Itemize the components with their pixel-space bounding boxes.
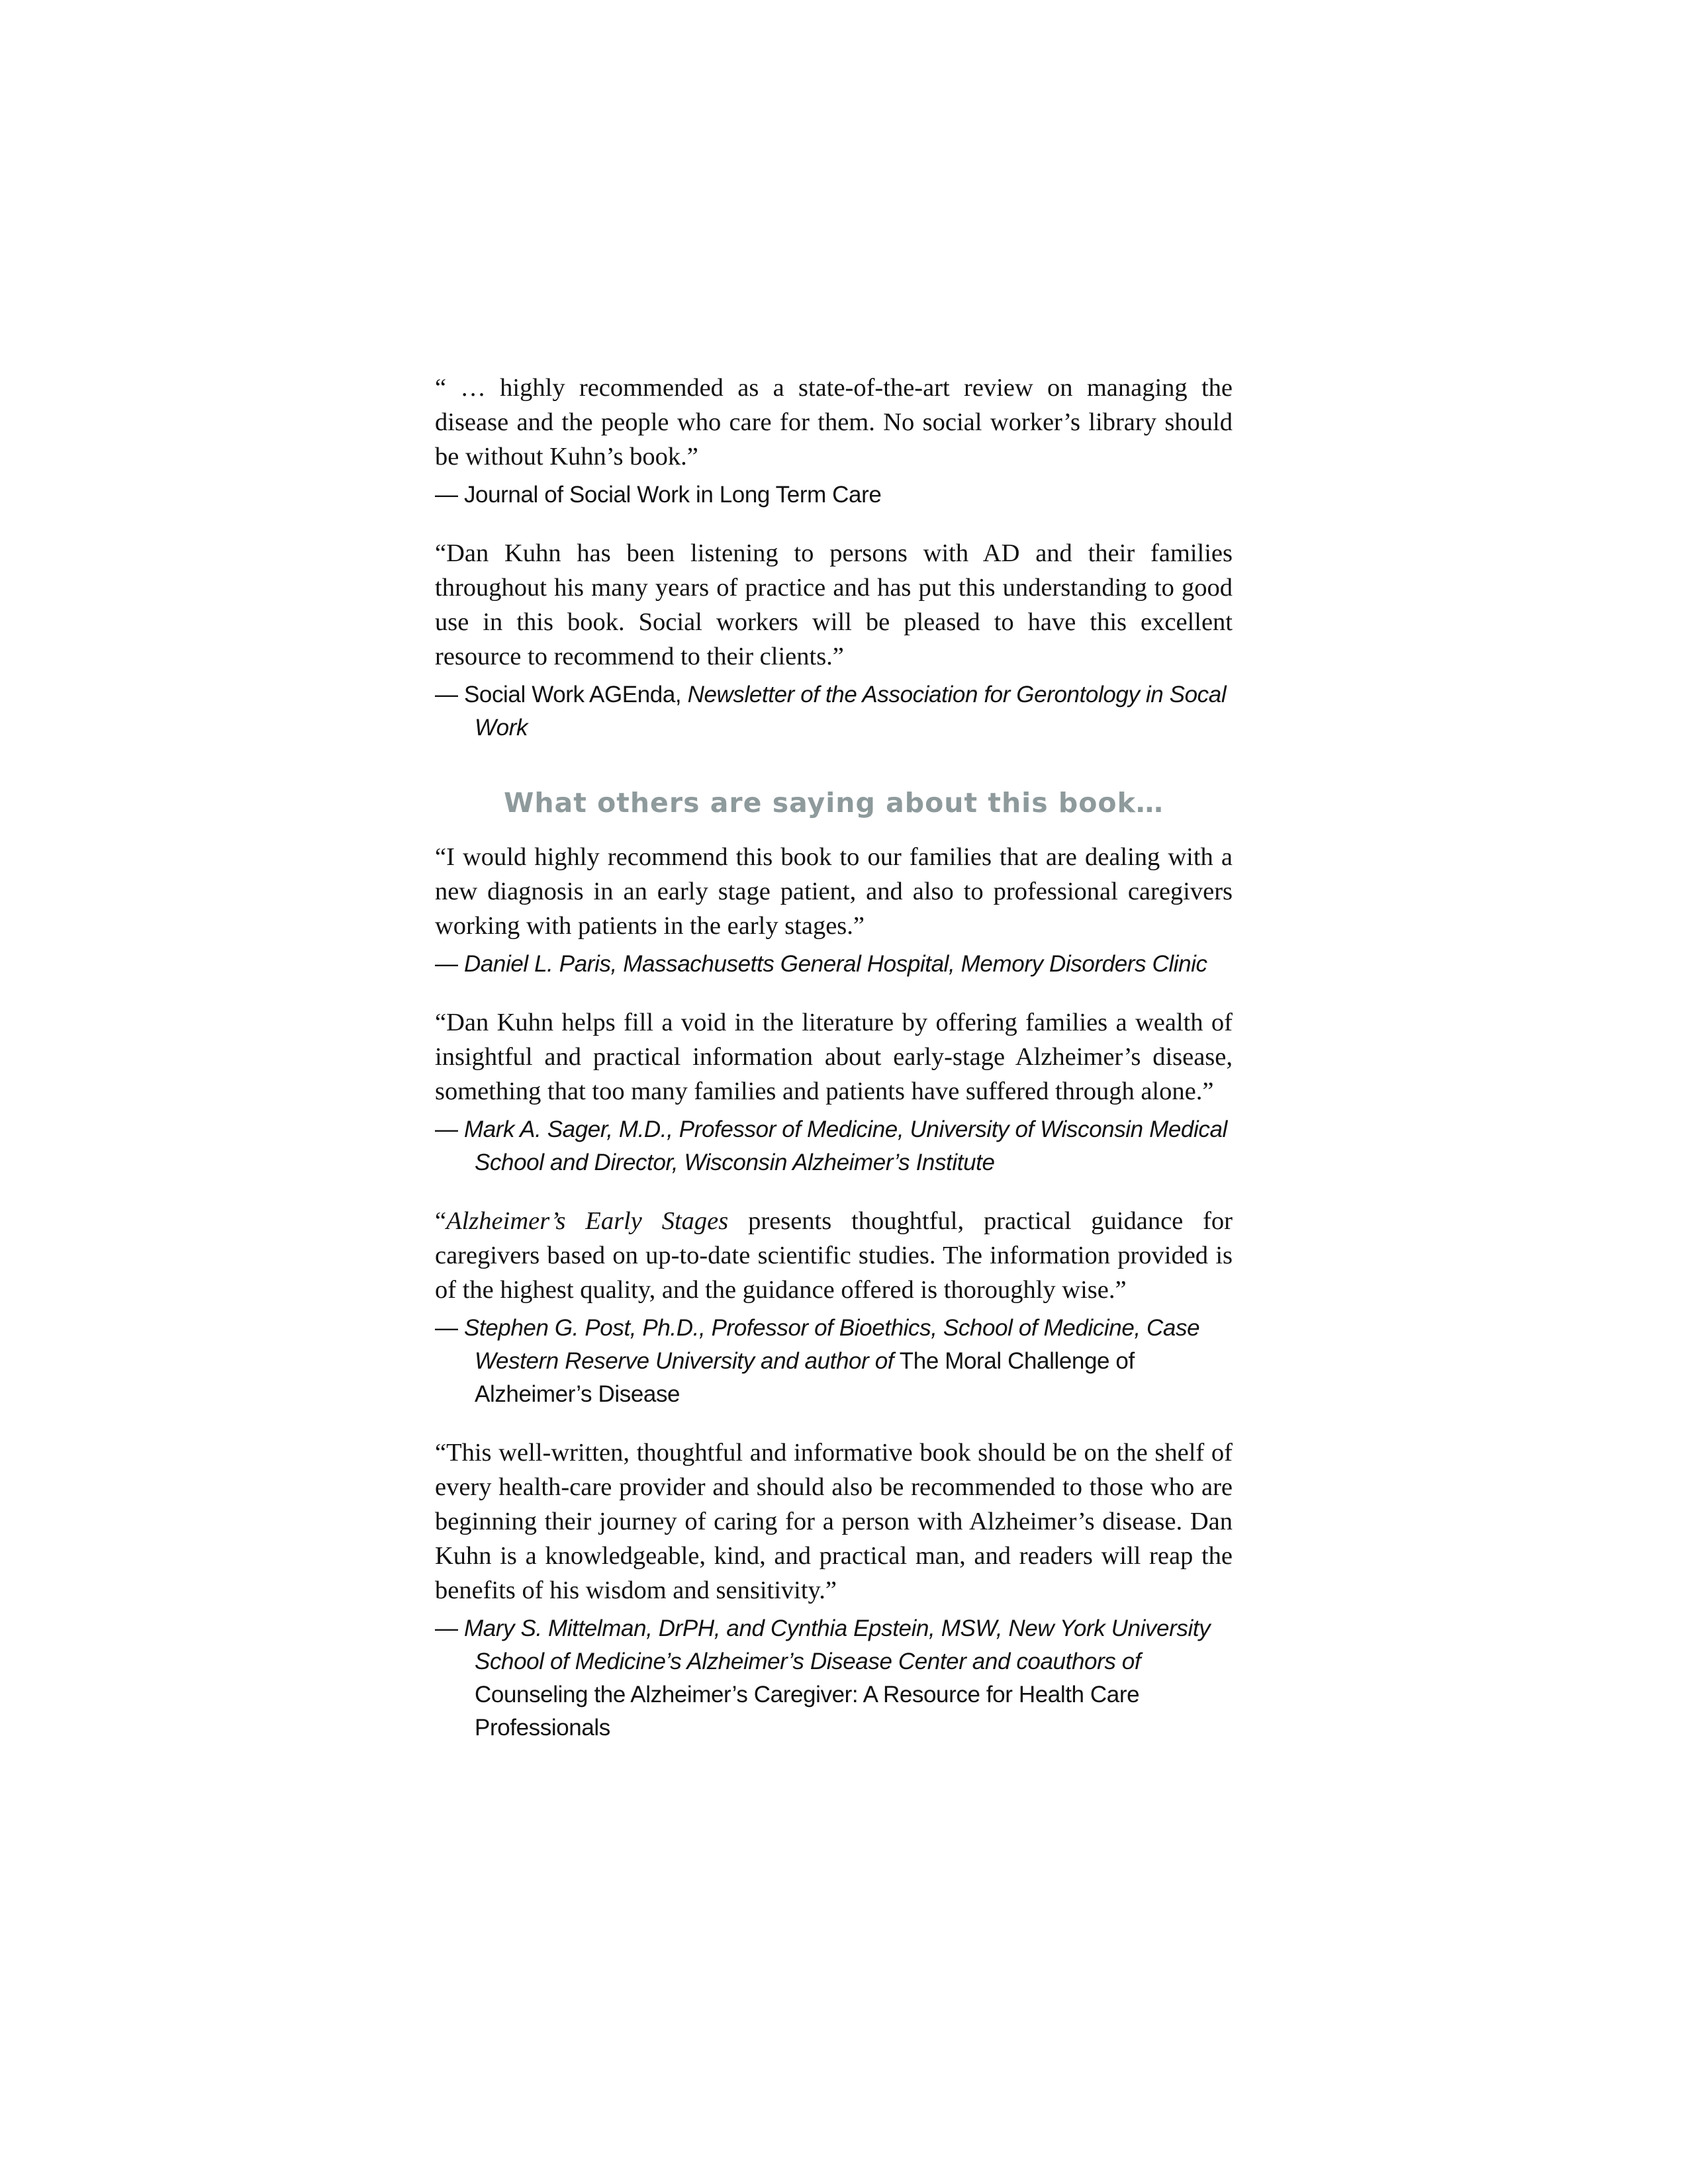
em-dash: — bbox=[435, 1315, 464, 1341]
attribution-person: Mark A. Sager, M.D., Professor of Medicine, University of Wisconsin Medical School and Director, Wisconsin Alzheimer’s Institute bbox=[463, 1116, 1227, 1175]
review-quote: “Dan Kuhn helps fill a void in the literature by offering families a wealth of insightful and practical information about early-stage Alzheimer’s disease, something that too many families and patients have suffered through alone.” bbox=[435, 1009, 1233, 1105]
em-dash: — bbox=[435, 1615, 464, 1641]
attribution-person: Daniel L. Paris, Massachusetts General Hospital, Memory Disorders Clinic bbox=[463, 951, 1207, 977]
review-stephen-post bbox=[435, 1204, 1233, 1411]
em-dash: — bbox=[435, 951, 464, 977]
em-dash: — bbox=[435, 482, 464, 508]
review-attribution bbox=[435, 678, 1233, 745]
quote-open-mark: “ bbox=[435, 1207, 447, 1235]
praise-page bbox=[435, 371, 1233, 1769]
review-attribution bbox=[435, 1312, 1233, 1411]
section-heading: What others are saying about this book… bbox=[504, 787, 1164, 819]
attribution-book-title: The Moral Challenge of Alzheimer’s Disease bbox=[475, 1348, 1135, 1407]
review-quote: “I would highly recommend this book to our families that are dealing with a new diagnosis in an early stage patient, and also to professional caregivers working with patients in the early stages.” bbox=[435, 843, 1233, 940]
attribution-source: Journal of Social Work in Long Term Care bbox=[463, 482, 882, 508]
book-title: Alzheimer’s Early Stages bbox=[446, 1207, 729, 1235]
review-social-work-agenda bbox=[435, 536, 1233, 745]
review-journal-social-work bbox=[435, 371, 1233, 512]
attribution-source-italic: Newsletter of the Association for Gerontology in Socal Work bbox=[475, 682, 1227, 741]
attribution-person: Mary S. Mittelman, DrPH, and Cynthia Epstein, MSW, New York University School of Medicine’s Alzheimer’s Disease Center and coauthors of bbox=[463, 1615, 1211, 1674]
em-dash: — bbox=[435, 1116, 464, 1142]
review-mittelman-epstein bbox=[435, 1435, 1233, 1745]
attribution-source: Social Work AGEnda, bbox=[463, 682, 682, 707]
review-quote: “ … highly recommended as a state-of-the-art review on managing the disease and the people who care for them. No social worker’s library should be without Kuhn’s book.” bbox=[435, 374, 1233, 471]
attribution-book-title: Counseling the Alzheimer’s Caregiver: A Resource for Health Care Professionals bbox=[475, 1682, 1140, 1741]
review-attribution bbox=[435, 948, 1233, 981]
review-attribution bbox=[435, 478, 1233, 512]
review-attribution bbox=[435, 1612, 1233, 1745]
quote-text: presents thoughtful, practical guidance for caregivers based on up-to-date scientific studies. The information provided is of the highest quality, and the guidance offered is thoroughly wise.” bbox=[435, 1207, 1233, 1304]
review-mark-sager bbox=[435, 1005, 1233, 1179]
em-dash: — bbox=[435, 682, 464, 707]
review-quote: “This well-written, thoughtful and informative book should be on the shelf of every health-care provider and should also be recommended to those who are beginning their journey of caring for a person with Alzheimer’s disease. Dan Kuhn is a knowledgeable, kind, and practical man, and readers will reap the benefits of his wisdom and sensitivity.” bbox=[435, 1439, 1233, 1604]
review-quote bbox=[435, 1204, 1233, 1307]
review-daniel-paris bbox=[435, 840, 1233, 981]
review-quote: “Dan Kuhn has been listening to persons with AD and their families throughout his many years of practice and has put this understanding to good use in this book. Social workers will be pleased to have this excellent resource to recommend to their clients.” bbox=[435, 539, 1233, 670]
review-attribution bbox=[435, 1113, 1233, 1179]
attribution-person: Stephen G. Post, Ph.D., Professor of Bioethics, School of Medicine, Case Western Reserve University and author of bbox=[463, 1315, 1200, 1374]
